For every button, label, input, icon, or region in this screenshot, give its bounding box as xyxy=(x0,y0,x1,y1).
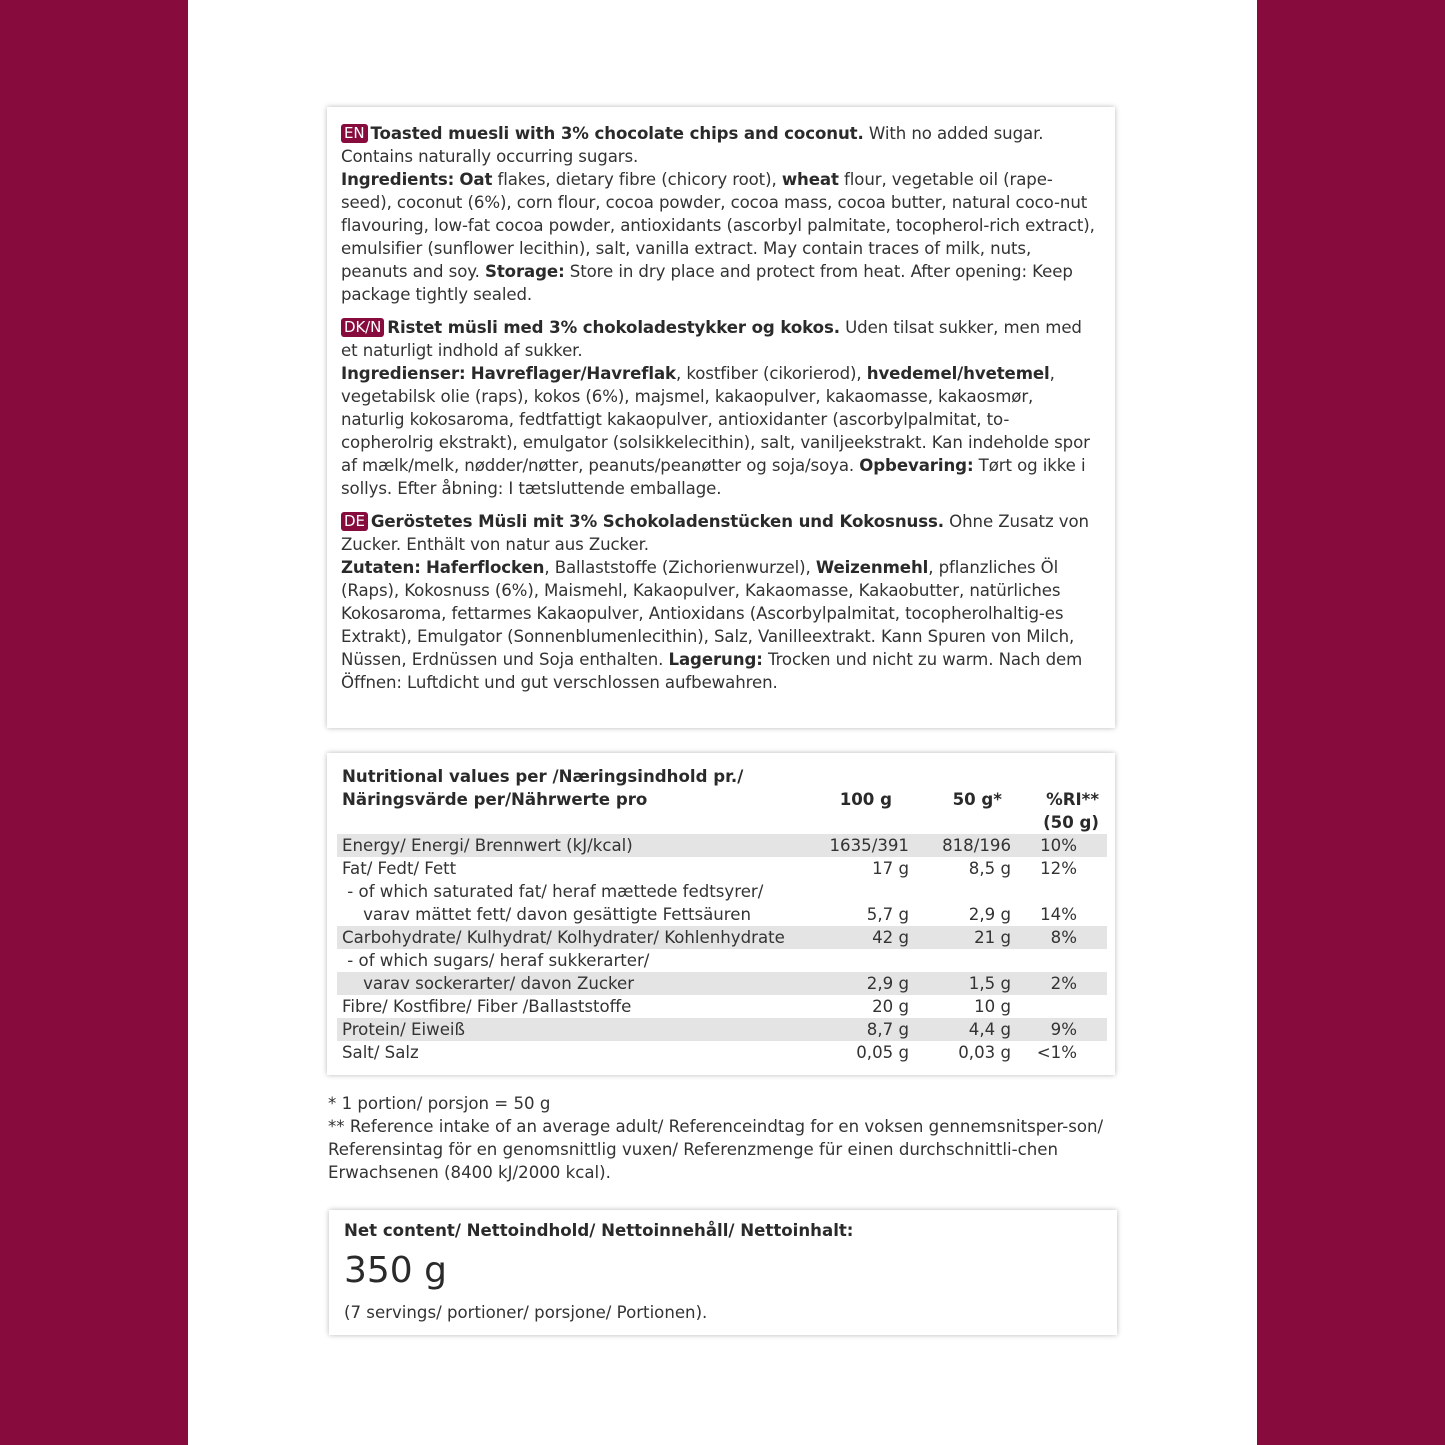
language-badge-dk: DK/N xyxy=(341,318,384,337)
storage-label-dk: Opbevaring: xyxy=(859,456,974,475)
nutrition-row xyxy=(337,926,1107,949)
product-title-de: Geröstetes Müsli mit 3% Schokoladenstücken und Kokosnuss. xyxy=(370,512,944,531)
value-per-50g: 1,5 g xyxy=(968,974,1011,993)
footnote-portion: * 1 portion/ porsjon = 50 g xyxy=(328,1094,551,1113)
ingredients-label-de: Zutaten: xyxy=(341,558,421,577)
nutrient-label: Carbohydrate/ Kulhydrat/ Kolhydrater/ Kohlenhydrate xyxy=(342,928,785,947)
ingredients-label-en: Ingredients: xyxy=(341,170,455,189)
allergen-oat-de: Haferflocken xyxy=(426,558,545,577)
net-content-panel xyxy=(329,1210,1117,1335)
intro-de: Ohne Zusatz von Zucker. Enthält von natur aus Zucker. xyxy=(341,512,1089,554)
nutrient-label: Fibre/ Kostfibre/ Fiber /Ballaststoffe xyxy=(342,997,632,1016)
language-badge-en: EN xyxy=(341,124,368,143)
reference-intake-percent: 14% xyxy=(1040,905,1077,924)
storage-label-de: Lagerung: xyxy=(668,650,763,669)
column-header-ri: %RI** xyxy=(1046,790,1099,809)
value-per-50g: 0,03 g xyxy=(958,1043,1011,1062)
allergen-wheat-en: wheat xyxy=(781,170,839,189)
storage-label-en: Storage: xyxy=(484,262,565,281)
value-per-100g: 5,7 g xyxy=(866,905,909,924)
storage-text-en: Store in dry place and protect from heat. After opening: Keep package tightly sealed. xyxy=(341,262,1073,304)
ingredients-text-2-en: flour, vegetable oil (rape-seed), coconut (6%), corn flour, cocoa powder, cocoa mass, cocoa butter, natural coco-nut flavouring, low-fat cocoa powder, antioxidants (ascorbyl palmitate, tocopherol-rich extract), emulsifier (sunflower lecithin), salt, vanilla extract. May contain traces of milk, nuts, peanuts and soy. xyxy=(341,170,1095,281)
reference-intake-percent: 10% xyxy=(1040,836,1077,855)
nutrition-row xyxy=(337,972,1107,995)
nutrition-row xyxy=(337,857,1107,880)
reference-intake-percent: 8% xyxy=(1050,928,1077,947)
nutrient-label: Salt/ Salz xyxy=(342,1043,419,1062)
nutrient-label: Protein/ Eiweiß xyxy=(342,1020,465,1039)
lang-block-de xyxy=(341,510,1101,694)
value-per-100g: 42 g xyxy=(872,928,909,947)
nutrition-row xyxy=(337,995,1107,1018)
product-title-dk: Ristet müsli med 3% chokoladestykker og kokos. xyxy=(387,318,840,337)
lang-block-dk xyxy=(341,316,1101,500)
footnotes xyxy=(328,1092,1108,1184)
nutrient-label: varav mättet fett/ davon gesättigte Fettsäuren xyxy=(342,905,751,924)
ingredients-text-1-de: , Ballaststoffe (Zichorienwurzel), xyxy=(544,558,816,577)
allergen-oat-en: Oat xyxy=(459,170,493,189)
value-per-100g: 0,05 g xyxy=(856,1043,909,1062)
nutrition-header-line2: Näringsvärde per/Nährwerte pro xyxy=(342,790,648,809)
right-brand-band xyxy=(1257,0,1445,1445)
ingredients-text-2-dk: , vegetabilsk olie (raps), kokos (6%), majsmel, kakaopulver, kakaomasse, kakaosmør, naturlig kokosaroma, fedtfattigt kakaopulver, antioxidanter (ascorbylpalmitat, to-copherolrig ekstrakt), emulgator (solsikkelecithin), salt, vaniljeekstrakt. Kan indeholde spor af mælk/melk, nødder/nøtter, peanuts/peanøtter og soja/soya. xyxy=(341,364,1090,475)
value-per-50g: 8,5 g xyxy=(968,859,1011,878)
storage-text-de: Trocken und nicht zu warm. Nach dem Öffnen: Luftdicht und gut verschlossen aufbewahren. xyxy=(341,650,1083,692)
net-content-label: Net content/ Nettoindhold/ Nettoinnehåll/ Nettoinhalt: xyxy=(344,1221,854,1240)
value-per-100g: 2,9 g xyxy=(866,974,909,993)
reference-intake-percent: 9% xyxy=(1050,1020,1077,1039)
allergen-wheat-de: Weizenmehl xyxy=(815,558,929,577)
net-content-servings: (7 servings/ portioner/ porsjone/ Portionen). xyxy=(344,1303,708,1322)
nutrient-label: - of which sugars/ heraf sukkerarter/ xyxy=(342,951,650,970)
value-per-50g: 818/196 xyxy=(942,836,1011,855)
nutrition-row xyxy=(337,1041,1107,1064)
value-per-100g: 17 g xyxy=(872,859,909,878)
nutrient-label: varav sockerarter/ davon Zucker xyxy=(342,974,635,993)
ingredients-text-1-en: flakes, dietary fibre (chicory root), xyxy=(492,170,782,189)
reference-intake-percent: 2% xyxy=(1050,974,1077,993)
value-per-100g: 8,7 g xyxy=(866,1020,909,1039)
footnote-reference-intake: ** Reference intake of an average adult/ Referenceindtag for en voksen gennemsnitsper-son/ Referensintag för en genomsnittlig vuxen/ Referenzmenge für einen durchschnittli-chen Erwachsenen (8400 kJ/2000 kcal). xyxy=(328,1117,1104,1182)
intro-dk: Uden tilsat sukker, men med et naturligt indhold af sukker. xyxy=(341,318,1082,360)
ingredients-panel xyxy=(327,107,1115,728)
reference-intake-percent: 12% xyxy=(1040,859,1077,878)
nutrient-label: - of which saturated fat/ heraf mættede fedtsyrer/ xyxy=(342,882,764,901)
value-per-50g: 2,9 g xyxy=(968,905,1011,924)
nutrient-label: Energy/ Energi/ Brennwert (kJ/kcal) xyxy=(342,836,633,855)
value-per-100g: 1635/391 xyxy=(829,836,909,855)
nutrition-row xyxy=(337,949,1107,972)
column-header-ri-portion: (50 g) xyxy=(1043,813,1099,832)
ingredients-label-dk: Ingredienser: xyxy=(341,364,466,383)
nutrition-table xyxy=(327,753,1115,1075)
value-per-50g: 4,4 g xyxy=(968,1020,1011,1039)
ingredients-text-1-dk: , kostfiber (cikorierod), xyxy=(675,364,867,383)
lang-block-en xyxy=(341,122,1101,306)
nutrition-row xyxy=(337,834,1107,857)
value-per-50g: 21 g xyxy=(974,928,1011,947)
value-per-100g: 20 g xyxy=(872,997,909,1016)
left-brand-band xyxy=(0,0,188,1445)
nutrition-row xyxy=(337,1018,1107,1041)
net-content-value: 350 g xyxy=(344,1250,448,1291)
column-header-50g: 50 g* xyxy=(952,790,1002,809)
allergen-oat-dk: Havreflager/Havreflak xyxy=(470,364,676,383)
column-header-100g: 100 g xyxy=(839,790,892,809)
reference-intake-percent: <1% xyxy=(1036,1043,1077,1062)
nutrition-row xyxy=(337,880,1107,903)
product-title-en: Toasted muesli with 3% chocolate chips and coconut. xyxy=(370,124,864,143)
nutrient-label: Fat/ Fedt/ Fett xyxy=(342,859,457,878)
intro-en: With no added sugar. Contains naturally occurring sugars. xyxy=(341,124,1044,166)
nutrition-row xyxy=(337,903,1107,926)
nutrition-header-line1: Nutritional values per /Næringsindhold pr./ xyxy=(342,767,744,786)
value-per-50g: 10 g xyxy=(974,997,1011,1016)
allergen-wheat-dk: hvedemel/hvetemel xyxy=(866,364,1050,383)
ingredients-text-2-de: , pflanzliches Öl (Raps), Kokosnuss (6%), Maismehl, Kakaopulver, Kakaomasse, Kakaobutter, natürliches Kokosaroma, fettarmes Kakaopulver, Antioxidans (Ascorbylpalmitat, tocopherolhaltig-es Extrakt), Emulgator (Sonnenblumenlecithin), Salz, Vanilleextrakt. Kann Spuren von Milch, Nüssen, Erdnüssen und Soja enthalten. xyxy=(341,558,1075,669)
language-badge-de: DE xyxy=(341,512,368,531)
storage-text-dk: Tørt og ikke i sollys. Efter åbning: I tætsluttende emballage. xyxy=(341,456,1086,498)
